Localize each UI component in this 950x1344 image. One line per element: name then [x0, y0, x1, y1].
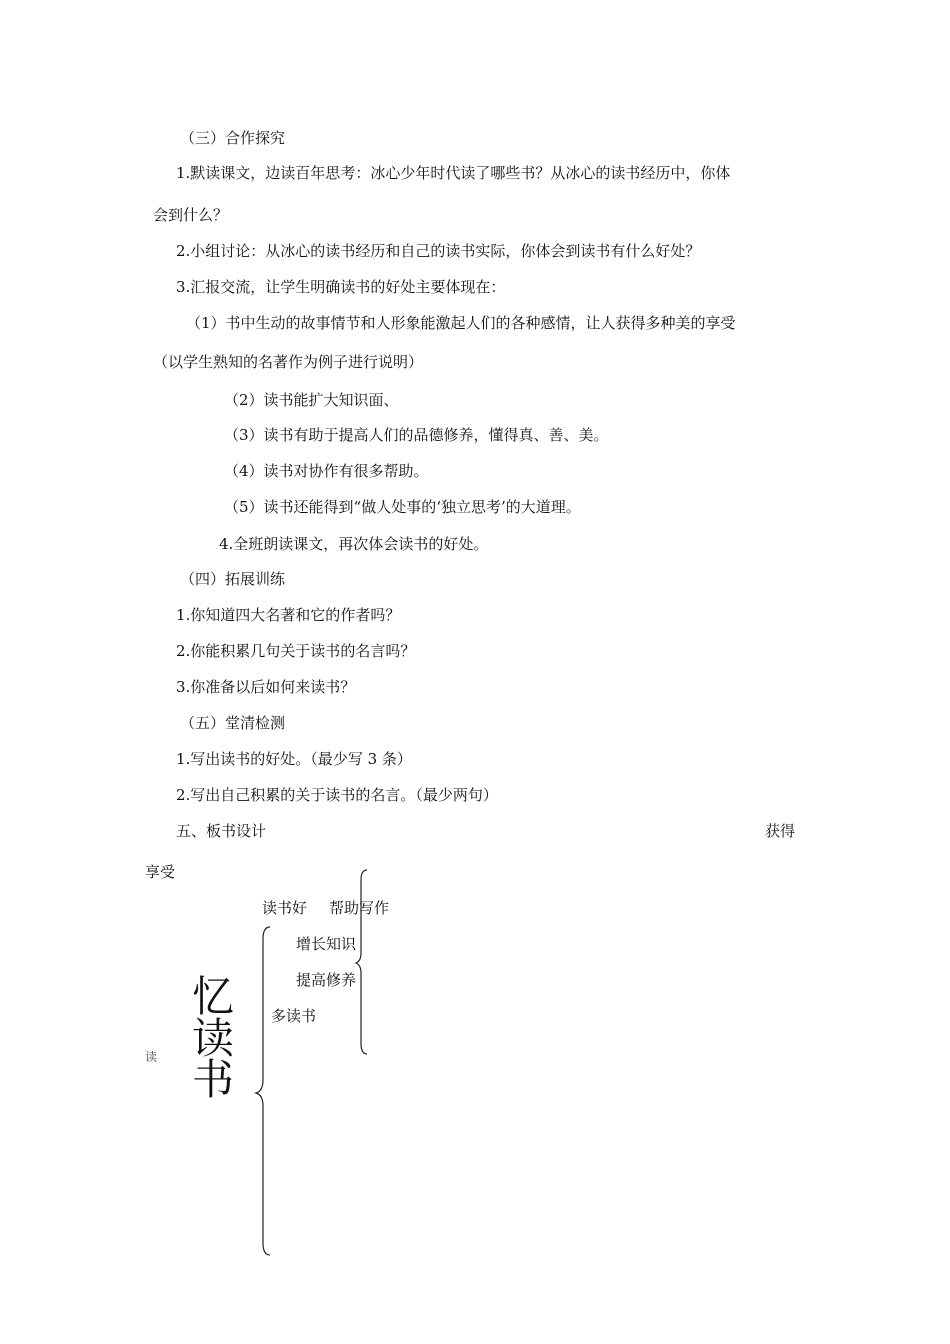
large-left-brace: [254, 925, 274, 1260]
section-4-heading: （四）拓展训练: [180, 570, 286, 588]
board-fragment-char: 读: [145, 1050, 158, 1064]
board-title-char-1: 忆: [192, 972, 235, 1021]
s3-question-1-line-2: 会到什么？: [153, 206, 229, 224]
s3-benefit-4: （4）读书对协作有很多帮助。: [224, 462, 429, 480]
board-duo-dushu: 多读书: [271, 1007, 317, 1025]
s3-question-4: 4.全班朗读课文，再次体会读书的好处。: [219, 535, 489, 553]
s4-question-3: 3.你准备以后如何来读书？: [176, 678, 356, 696]
s5-question-1: 1.写出读书的好处。（最少写 3 条）: [176, 750, 412, 768]
s3-benefit-1-line-1: （1）书中生动的故事情节和人形象能激起人们的各种感情，让人获得多种美的享受: [186, 314, 736, 332]
s3-question-3: 3.汇报交流，让学生明确读书的好处主要体现在：: [176, 278, 506, 296]
s4-question-2: 2.你能积累几句关于读书的名言吗？: [176, 642, 416, 660]
board-dushu-hao: 读书好: [262, 899, 308, 917]
s3-benefit-5: （5）读书还能得到“做人处事的‘独立思考’的大道理。: [224, 498, 581, 516]
s3-benefit-3: （3）读书有助于提高人们的品德修养，懂得真、善、美。: [224, 426, 609, 444]
board-tigao-xiuyang: 提高修养: [296, 971, 357, 989]
s3-question-1-line-1: 1.默读课文，边读百年思考：冰心少年时代读了哪些书？从冰心的读书经历中，你体: [176, 164, 731, 182]
board-huode: 获得: [765, 822, 796, 840]
section-5-heading: （五）堂清检测: [180, 714, 286, 732]
board-title-char-3: 书: [192, 1055, 235, 1104]
small-right-brace: [355, 868, 375, 1058]
board-zengzhang-zhishi: 增长知识: [296, 935, 357, 953]
board-title-char-2: 读: [192, 1014, 235, 1063]
s3-question-2: 2.小组讨论：从冰心的读书经历和自己的读书实际，你体会到读书有什么好处？: [176, 242, 701, 260]
s3-benefit-2: （2）读书能扩大知识面、: [224, 391, 399, 409]
board-xiangshou: 享受: [145, 863, 176, 881]
s4-question-1: 1.你知道四大名著和它的作者吗？: [176, 606, 401, 624]
s5-question-2: 2.写出自己积累的关于读书的名言。（最少两句）: [176, 786, 498, 804]
board-bangzhu-xiezuo: 帮助写作: [329, 899, 390, 917]
s3-benefit-1-line-2: （以学生熟知的名著作为例子进行说明）: [153, 353, 424, 371]
section-6-heading: 五、板书设计: [176, 822, 267, 840]
section-3-heading: （三）合作探究: [180, 129, 286, 147]
